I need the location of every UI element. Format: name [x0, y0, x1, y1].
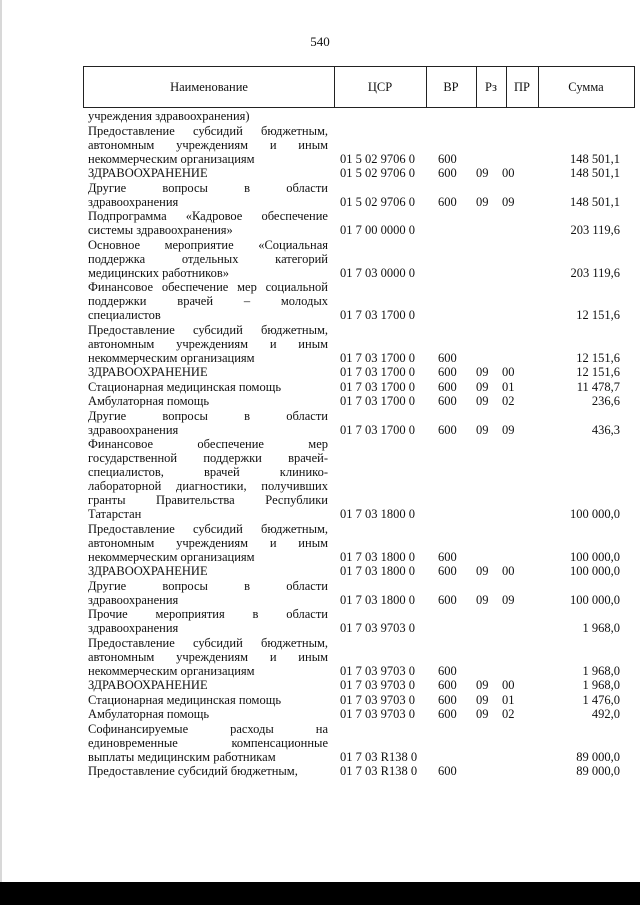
row-sum: 12 151,6 [576, 308, 620, 322]
row-name-line: автономным учреждениям и иным [88, 535, 328, 550]
table-row [88, 380, 630, 394]
row-name [88, 209, 328, 237]
row-csr: 01 7 03 R138 0 [340, 749, 418, 764]
row-vr: 600 [438, 194, 457, 209]
table-body [88, 109, 630, 779]
row-name [88, 564, 328, 578]
row-rz: 09 [476, 394, 489, 408]
row-name-line: лабораторной диагностики, получивших [88, 479, 328, 493]
row-sum: 148 501,1 [570, 194, 620, 209]
table-row [88, 636, 630, 678]
row-sum: 1 968,0 [582, 678, 620, 692]
row-name-line: медицинских работников» [88, 265, 230, 280]
row-vr: 600 [438, 151, 457, 166]
table-row [88, 722, 630, 764]
row-name-line: некоммерческим организациям [88, 549, 255, 564]
row-name-line: государственной поддержки врачей- [88, 451, 328, 465]
row-name-line: Амбулаторная помощь [88, 707, 210, 721]
row-csr: 01 7 03 9703 0 [340, 663, 415, 678]
row-name [88, 579, 328, 607]
row-name [88, 707, 328, 721]
table-row [88, 564, 630, 578]
row-name-line: автономным учреждениям и иным [88, 649, 328, 664]
row-name-line: поддержка отдельных категорий [88, 251, 328, 266]
row-name-line: здравоохранения [88, 621, 179, 635]
row-sum: 12 151,6 [576, 365, 620, 379]
row-sum: 1 968,0 [582, 621, 620, 635]
row-vr: 600 [438, 166, 457, 180]
row-csr: 01 7 00 0000 0 [340, 223, 415, 237]
row-csr: 01 5 02 9706 0 [340, 151, 415, 166]
row-name [88, 693, 328, 707]
row-name-line: Софинансируемые расходы на [88, 721, 328, 736]
row-name [88, 280, 328, 322]
row-vr: 600 [438, 592, 457, 607]
row-vr: 600 [438, 764, 457, 778]
row-name [88, 109, 328, 123]
table-row [88, 181, 630, 209]
header-pr: ПР [506, 67, 539, 107]
row-csr: 01 7 03 1800 0 [340, 564, 415, 578]
row-pr: 02 [502, 394, 515, 408]
row-name [88, 365, 328, 379]
row-name-line: учреждения здравоохранения) [88, 109, 250, 123]
table-row [88, 764, 630, 778]
row-name-line: ЗДРАВООХРАНЕНИЕ [88, 166, 208, 180]
row-csr: 01 7 03 1700 0 [340, 394, 415, 408]
row-pr: 09 [502, 422, 515, 437]
row-csr: 01 7 03 9703 0 [340, 678, 415, 692]
row-csr: 01 7 03 1700 0 [340, 422, 415, 437]
row-vr: 600 [438, 422, 457, 437]
row-rz: 09 [476, 678, 489, 692]
row-vr: 600 [438, 379, 457, 394]
row-pr: 00 [502, 564, 515, 578]
row-rz: 09 [476, 707, 489, 721]
table-row [88, 693, 630, 707]
row-rz: 09 [476, 692, 489, 707]
row-name-line: автономным учреждениям и иным [88, 137, 328, 152]
row-sum: 89 000,0 [576, 749, 620, 764]
row-vr: 600 [438, 365, 457, 379]
row-name-line: Предоставление субсидий бюджетным, [88, 764, 298, 778]
row-sum: 492,0 [591, 707, 620, 721]
row-csr: 01 7 03 0000 0 [340, 265, 415, 280]
row-name-line: Предоставление субсидий бюджетным, [88, 123, 328, 138]
table-row [88, 707, 630, 721]
row-name-line: выплаты медицинским работникам [88, 749, 276, 764]
row-rz: 09 [476, 422, 489, 437]
table-header [83, 66, 635, 108]
row-name [88, 437, 328, 521]
row-name [88, 722, 328, 764]
row-csr: 01 7 03 R138 0 [340, 764, 418, 778]
row-name-line: специалистов [88, 308, 161, 322]
row-sum: 100 000,0 [570, 564, 620, 578]
page-number: 540 [310, 34, 330, 49]
row-name [88, 678, 328, 692]
table-row [88, 579, 630, 607]
row-pr: 01 [502, 379, 515, 394]
row-sum: 89 000,0 [576, 764, 620, 778]
row-name [88, 166, 328, 180]
row-name-line: системы здравоохранения» [88, 223, 233, 237]
row-name-line: Основное мероприятие «Социальная [88, 237, 328, 252]
row-name-line: Прочие мероприятия в области [88, 607, 328, 621]
row-name-line: специалистов, врачей клинико- [88, 465, 328, 479]
row-name-line: Финансовое обеспечение мер социальной [88, 280, 328, 294]
row-name-line: Амбулаторная помощь [88, 394, 210, 408]
header-name: Наименование [84, 67, 335, 107]
row-pr: 01 [502, 692, 515, 707]
row-name-line: Подпрограмма «Кадровое обеспечение [88, 209, 328, 223]
row-name-line: поддержки врачей – молодых [88, 294, 328, 308]
row-rz: 09 [476, 379, 489, 394]
row-name-line: Другие вопросы в области [88, 578, 328, 593]
row-name-line: некоммерческим организациям [88, 663, 255, 678]
row-csr: 01 7 03 9703 0 [340, 707, 415, 721]
row-pr: 02 [502, 707, 515, 721]
table-row [88, 238, 630, 280]
row-csr: 01 7 03 9703 0 [340, 621, 415, 635]
row-csr: 01 5 02 9706 0 [340, 166, 415, 180]
row-csr: 01 7 03 1700 0 [340, 379, 415, 394]
row-name-line: некоммерческим организациям [88, 151, 255, 166]
row-csr: 01 7 03 1800 0 [340, 549, 415, 564]
row-name-line: Предоставление субсидий бюджетным, [88, 322, 328, 337]
row-pr: 00 [502, 678, 515, 692]
row-sum: 203 119,6 [570, 223, 620, 237]
table-row [88, 109, 630, 123]
row-name [88, 181, 328, 209]
row-rz: 09 [476, 166, 489, 180]
header-sum: Сумма [568, 80, 604, 94]
row-name [88, 238, 328, 280]
row-name-line: Другие вопросы в области [88, 180, 328, 195]
row-name-line: Стационарная медицинская помощь [88, 692, 282, 707]
row-csr: 01 7 03 1700 0 [340, 350, 415, 365]
row-pr: 09 [502, 194, 515, 209]
row-vr: 600 [438, 707, 457, 721]
row-name [88, 636, 328, 678]
row-name [88, 394, 328, 408]
row-sum: 236,6 [591, 394, 620, 408]
table-row [88, 437, 630, 521]
row-name [88, 409, 328, 437]
row-name-line: Финансовое обеспечение мер [88, 437, 328, 451]
scan-bottom-border [0, 882, 640, 905]
table-row [88, 209, 630, 237]
table-row [88, 607, 630, 635]
row-name-line: автономным учреждениям и иным [88, 336, 328, 351]
row-name-line: Предоставление субсидий бюджетным, [88, 521, 328, 536]
row-sum: 1 968,0 [582, 663, 620, 678]
table-row [88, 394, 630, 408]
row-name-line: здравоохранения [88, 422, 179, 437]
row-name-line: Другие вопросы в области [88, 408, 328, 423]
row-sum: 436,3 [591, 422, 620, 437]
row-csr: 01 7 03 9703 0 [340, 692, 415, 707]
table-row [88, 323, 630, 365]
row-name-line: Стационарная медицинская помощь [88, 379, 282, 394]
row-vr: 600 [438, 564, 457, 578]
row-sum: 11 478,7 [576, 379, 620, 394]
row-vr: 600 [438, 663, 457, 678]
row-name [88, 380, 328, 394]
row-vr: 600 [438, 549, 457, 564]
row-pr: 00 [502, 365, 515, 379]
row-csr: 01 5 02 9706 0 [340, 194, 415, 209]
row-vr: 600 [438, 350, 457, 365]
table-row [88, 522, 630, 564]
table-row [88, 365, 630, 379]
row-name-line: единовременные компенсационные [88, 735, 328, 750]
row-rz: 09 [476, 564, 489, 578]
row-name-line: ЗДРАВООХРАНЕНИЕ [88, 365, 208, 379]
row-name [88, 323, 328, 365]
table-row [88, 409, 630, 437]
table-row [88, 166, 630, 180]
row-sum: 1 476,0 [582, 692, 620, 707]
row-csr: 01 7 03 1700 0 [340, 365, 415, 379]
row-csr: 01 7 03 1800 0 [340, 507, 415, 521]
row-csr: 01 7 03 1800 0 [340, 592, 415, 607]
row-name [88, 522, 328, 564]
row-name-line: ЗДРАВООХРАНЕНИЕ [88, 564, 208, 578]
header-vr: ВР [426, 67, 477, 107]
row-name-line: Предоставление субсидий бюджетным, [88, 635, 328, 650]
row-vr: 600 [438, 678, 457, 692]
row-sum: 148 501,1 [570, 166, 620, 180]
table-row [88, 280, 630, 322]
table-row [88, 678, 630, 692]
row-sum: 100 000,0 [570, 549, 620, 564]
row-sum: 100 000,0 [570, 507, 620, 521]
row-pr: 00 [502, 166, 515, 180]
row-pr: 09 [502, 592, 515, 607]
header-csr: ЦСР [334, 67, 427, 107]
row-sum: 203 119,6 [570, 265, 620, 280]
row-name-line: здравоохранения [88, 194, 179, 209]
row-name-line: ЗДРАВООХРАНЕНИЕ [88, 678, 208, 692]
row-rz: 09 [476, 194, 489, 209]
row-sum: 12 151,6 [576, 350, 620, 365]
table-row [88, 124, 630, 166]
row-vr: 600 [438, 692, 457, 707]
row-sum: 100 000,0 [570, 592, 620, 607]
row-csr: 01 7 03 1700 0 [340, 308, 415, 322]
row-name-line: гранты Правительства Республики [88, 493, 328, 507]
header-rz: Рз [476, 67, 507, 107]
row-name-line: Татарстан [88, 507, 142, 521]
row-rz: 09 [476, 592, 489, 607]
row-name [88, 124, 328, 166]
row-name-line: здравоохранения [88, 592, 179, 607]
row-name [88, 764, 328, 778]
row-name [88, 607, 328, 635]
row-vr: 600 [438, 394, 457, 408]
scan-edge [0, 0, 2, 882]
row-name-line: некоммерческим организациям [88, 350, 255, 365]
row-sum: 148 501,1 [570, 151, 620, 166]
row-rz: 09 [476, 365, 489, 379]
